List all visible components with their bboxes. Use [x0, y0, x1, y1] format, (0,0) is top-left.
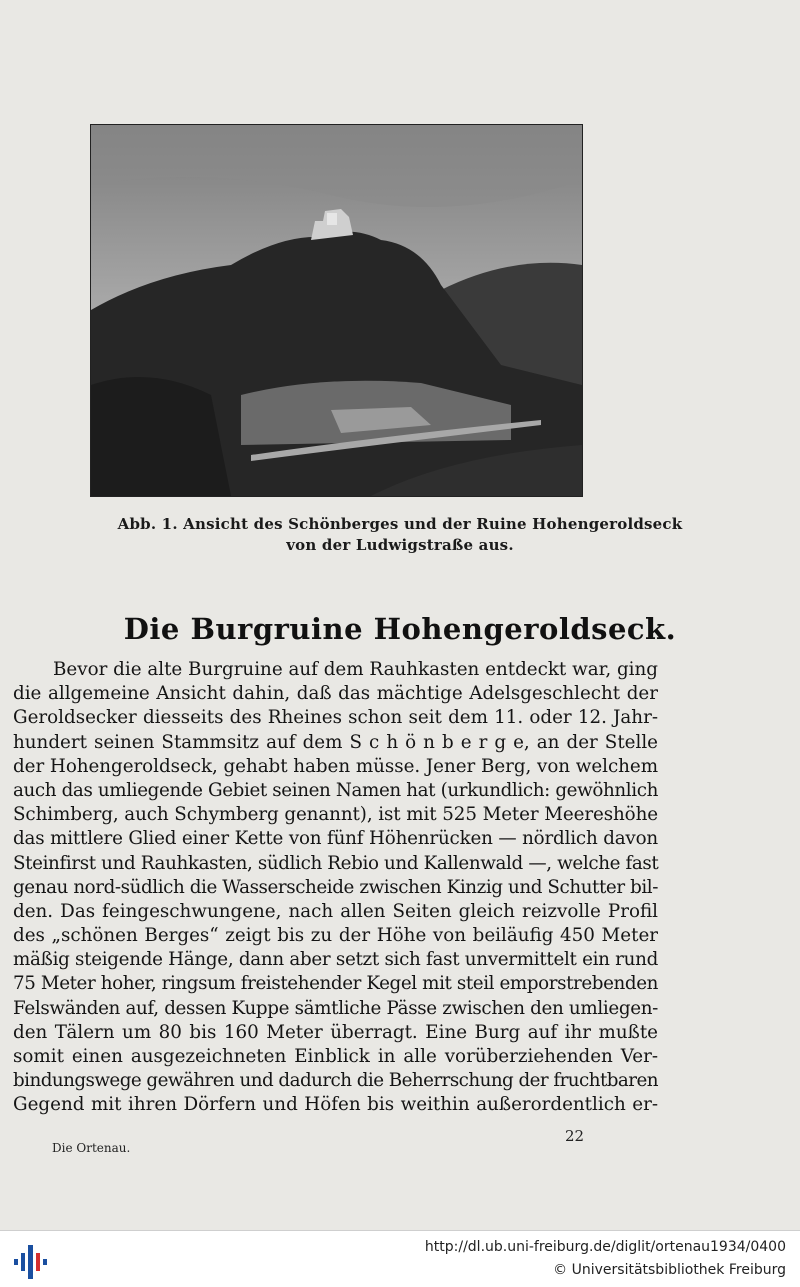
viewer-bar [0, 1230, 800, 1287]
body-line: die allgemeine Ansicht dahin, daß das mächtige Adelsgeschlecht der [13, 683, 658, 705]
body-line: den. Das feingeschwungene, nach allen Seiten gleich reizvolle Profil [13, 900, 658, 922]
copyright-notice: © Universitätsbibliothek Freiburg [553, 1262, 786, 1278]
body-line: Geroldsecker diesseits des Rheines schon seit dem 11. oder 12. Jahr- [13, 707, 658, 729]
ub-freiburg-logo-icon[interactable] [12, 1241, 52, 1281]
body-line: das mittlere Glied einer Kette von fünf Höhenrücken — nördlich davon [13, 828, 658, 850]
castle-hill-photo [90, 124, 583, 497]
body-line: Gegend mit ihren Dörfern und Höfen bis weithin außerordentlich er- [13, 1094, 658, 1116]
body-line: Schimberg, auch Schymberg genannt), ist mit 525 Meter Meereshöhe [13, 804, 658, 826]
body-line: Steinfirst und Rauhkasten, südlich Rebio und Kallenwald —, welche fast [13, 852, 659, 874]
permalink-url[interactable]: http://dl.ub.uni-freiburg.de/diglit/ortenau1934/0400 [424, 1239, 786, 1255]
body-line: des „schönen Berges“ zeigt bis zu der Höhe von beiläufig 450 Meter [13, 925, 658, 947]
figure-caption-line-1: Abb. 1. Ansicht des Schönberges und der Ruine Hohengeroldseck [117, 515, 683, 533]
page-number: 22 [565, 1127, 585, 1145]
body-line: den Tälern um 80 bis 160 Meter überragt. Eine Burg auf ihr mußte [13, 1021, 658, 1043]
body-line: somit einen ausgezeichneten Einblick in alle vorüberziehenden Ver- [13, 1046, 658, 1067]
body-line: mäßig steigende Hänge, dann aber setzt sich fast unvermittelt ein rund [13, 949, 658, 971]
body-line: auch das umliegende Gebiet seinen Namen hat (urkundlich: gewöhnlich [13, 779, 658, 801]
body-line: der Hohengeroldseck, gehabt haben müsse. Jener Berg, von welchem [13, 755, 658, 777]
body-text [13, 658, 658, 1118]
body-line: Bevor die alte Burgruine auf dem Rauhkasten entdeckt war, ging [53, 659, 658, 680]
body-line: hundert seinen Stammsitz auf dem S c h ö n b e r g e, an der Stelle [13, 731, 658, 753]
chapter-title: Die Burgruine Hohengeroldseck. [123, 612, 677, 646]
castle-hill-photo-graphic [91, 125, 582, 496]
body-line: bindungswege gewähren und dadurch die Beherrschung der fruchtbaren [13, 1070, 658, 1092]
body-line: Felswänden auf, dessen Kuppe sämtliche Pässe zwischen den umliegen- [13, 997, 658, 1019]
body-line: genau nord-südlich die Wasserscheide zwischen Kinzig und Schutter bil- [13, 876, 658, 898]
publication-name: Die Ortenau. [52, 1141, 131, 1155]
body-line: 75 Meter hoher, ringsum freistehender Kegel mit steil emporstrebenden [13, 973, 658, 995]
figure-caption-line-2: von der Ludwigstraße aus. [286, 536, 514, 554]
